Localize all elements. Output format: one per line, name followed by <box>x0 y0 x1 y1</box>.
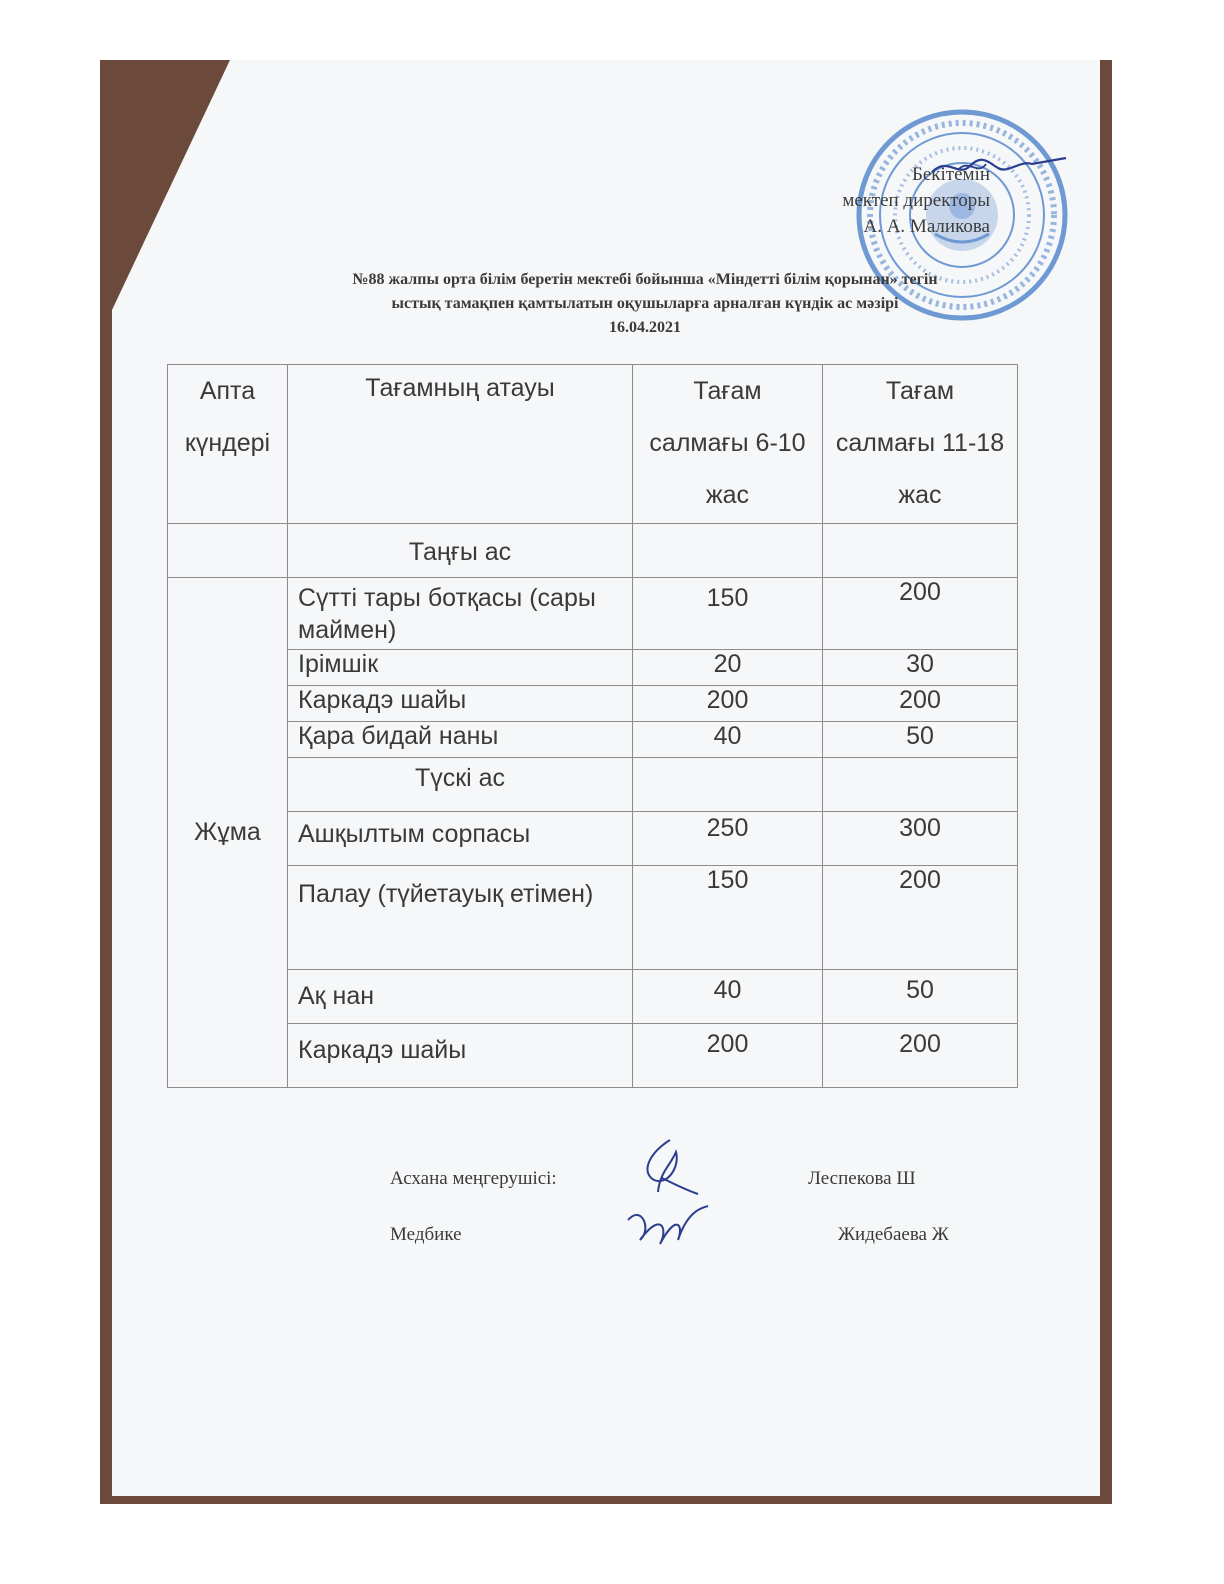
dish-name: Каркадэ шайы <box>288 686 633 722</box>
heading-line-2: ыстық тамақпен қамтылатын оқушыларға арналған күндік ас мәзірі <box>391 295 899 312</box>
dish-name: Сүтті тары ботқасы (сары маймен) <box>288 578 633 650</box>
signature-block <box>390 1168 990 1280</box>
table-row <box>168 1024 1018 1088</box>
document-heading <box>200 268 1090 340</box>
dish-name: Каркадэ шайы <box>288 1024 633 1088</box>
lunch-section-row <box>168 758 1018 812</box>
dish-name: Ашқылтым сорпасы <box>288 812 633 866</box>
weight-6-10: 20 <box>633 650 823 686</box>
weight-11-18: 30 <box>823 650 1018 686</box>
lunch-label: Түскі ас <box>288 758 633 812</box>
nurse-role: Медбике <box>390 1224 462 1245</box>
cook-signature <box>630 1132 710 1202</box>
heading-date: 16.04.2021 <box>609 319 681 336</box>
menu-table <box>167 364 1018 1088</box>
header-dish: Тағамның атауы <box>288 365 633 524</box>
table-row <box>168 970 1018 1024</box>
nurse-name: Жидебаева Ж <box>838 1224 949 1245</box>
header-weight-11-18: Тағам салмағы 11-18 жас <box>823 365 1018 524</box>
header-day: Апта күндері <box>168 365 288 524</box>
approval-title: Бекітемін <box>911 164 990 185</box>
weight-6-10: 150 <box>633 866 823 970</box>
weight-6-10: 200 <box>633 1024 823 1088</box>
table-header-row <box>168 365 1018 524</box>
nurse-signature-row <box>390 1224 990 1280</box>
dish-name: Палау (түйетауық етімен) <box>288 866 633 970</box>
weight-6-10: 150 <box>633 578 823 650</box>
table-row <box>168 578 1018 650</box>
approval-director-name: А. А. Маликова <box>863 216 990 237</box>
table-row <box>168 650 1018 686</box>
weight-11-18: 50 <box>823 722 1018 758</box>
weight-11-18: 200 <box>823 578 1018 650</box>
cook-name: Леспекова Ш <box>808 1168 916 1189</box>
table-row <box>168 812 1018 866</box>
header-weight-6-10: Тағам салмағы 6-10 жас <box>633 365 823 524</box>
dish-name: Ақ нан <box>288 970 633 1024</box>
weight-11-18: 300 <box>823 812 1018 866</box>
table-row <box>168 866 1018 970</box>
dish-name: Ірімшік <box>288 650 633 686</box>
weight-6-10: 200 <box>633 686 823 722</box>
weight-11-18: 200 <box>823 866 1018 970</box>
breakfast-section-row <box>168 524 1018 578</box>
weight-6-10: 40 <box>633 722 823 758</box>
weight-11-18: 200 <box>823 1024 1018 1088</box>
table-row <box>168 722 1018 758</box>
weight-11-18: 200 <box>823 686 1018 722</box>
approval-position: мектеп директоры <box>842 190 990 211</box>
director-signature <box>928 148 1068 188</box>
weight-11-18: 50 <box>823 970 1018 1024</box>
dish-name: Қара бидай наны <box>288 722 633 758</box>
day-cell: Жұма <box>168 578 288 1088</box>
table-row <box>168 686 1018 722</box>
weight-6-10: 250 <box>633 812 823 866</box>
cook-role: Асхана меңгерушісі: <box>390 1168 557 1189</box>
breakfast-label: Таңғы ас <box>288 524 633 578</box>
nurse-signature <box>622 1200 712 1250</box>
heading-line-1: №88 жалпы орта білім беретін мектебі бойынша «Міндетті білім қорынан» тегін <box>352 271 938 288</box>
weight-6-10: 40 <box>633 970 823 1024</box>
